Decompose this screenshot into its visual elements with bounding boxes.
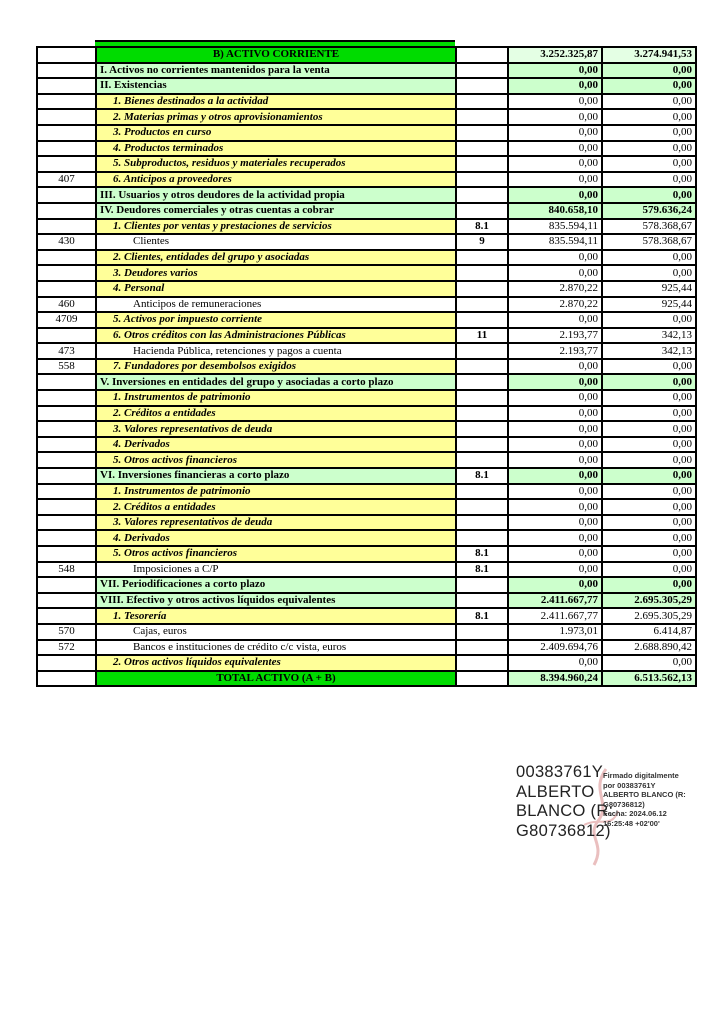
value-current-cell: 0,00 [508, 250, 602, 266]
value-current-cell: 835.594,11 [508, 234, 602, 250]
table-row [37, 219, 696, 235]
row-label-cell: III. Usuarios y otros deudores de la actividad propia [96, 187, 456, 203]
account-code-cell [37, 515, 96, 531]
value-previous-cell: 0,00 [602, 78, 696, 94]
account-code-cell [37, 203, 96, 219]
row-label-cell: 3. Valores representativos de deuda [96, 515, 456, 531]
account-code-cell [37, 374, 96, 390]
balance-sheet-table [36, 46, 697, 687]
value-current-cell: 0,00 [508, 577, 602, 593]
row-label-cell: VII. Periodificaciones a corto plazo [96, 577, 456, 593]
table-row [37, 328, 696, 344]
note-ref-cell [456, 655, 508, 671]
signature-name-line: G80736812) [516, 821, 611, 840]
table-row [37, 63, 696, 79]
table-row [37, 437, 696, 453]
account-code-cell: 430 [37, 234, 96, 250]
row-label-cell: 7. Fundadores por desembolsos exigidos [96, 359, 456, 375]
table-row [37, 265, 696, 281]
note-ref-cell: 8.1 [456, 546, 508, 562]
value-previous-cell: 0,00 [602, 187, 696, 203]
note-ref-cell [456, 374, 508, 390]
note-ref-cell [456, 125, 508, 141]
value-previous-cell: 0,00 [602, 484, 696, 500]
note-ref-cell [456, 172, 508, 188]
table-row [37, 187, 696, 203]
note-ref-cell [456, 530, 508, 546]
note-ref-cell [456, 390, 508, 406]
note-ref-cell [456, 281, 508, 297]
value-previous-cell: 0,00 [602, 359, 696, 375]
row-label-cell: 2. Créditos a entidades [96, 406, 456, 422]
row-label-cell: 6. Anticipos a proveedores [96, 172, 456, 188]
row-label-cell: 1. Tesorería [96, 608, 456, 624]
table-row [37, 312, 696, 328]
value-previous-cell: 342,13 [602, 343, 696, 359]
account-code-cell [37, 406, 96, 422]
table-row [37, 452, 696, 468]
row-label-cell: Bancos e instituciones de crédito c/c vista, euros [96, 640, 456, 656]
table-row [37, 593, 696, 609]
value-previous-cell: 0,00 [602, 421, 696, 437]
row-label-cell: 4. Productos terminados [96, 141, 456, 157]
account-code-cell [37, 328, 96, 344]
value-current-cell: 0,00 [508, 499, 602, 515]
table-row [37, 172, 696, 188]
account-code-cell [37, 530, 96, 546]
value-current-cell: 0,00 [508, 562, 602, 578]
row-label-cell: I. Activos no corrientes mantenidos para la venta [96, 63, 456, 79]
note-ref-cell [456, 297, 508, 313]
row-label-cell: 5. Otros activos financieros [96, 452, 456, 468]
row-label-cell: 4. Derivados [96, 437, 456, 453]
account-code-cell [37, 265, 96, 281]
value-previous-cell: 2.695.305,29 [602, 608, 696, 624]
value-previous-cell: 0,00 [602, 530, 696, 546]
value-previous-cell: 0,00 [602, 172, 696, 188]
value-current-cell: 0,00 [508, 156, 602, 172]
account-code-cell [37, 437, 96, 453]
value-current-cell: 0,00 [508, 468, 602, 484]
value-current-cell: 2.870,22 [508, 297, 602, 313]
note-ref-cell [456, 47, 508, 63]
value-current-cell: 2.411.667,77 [508, 608, 602, 624]
value-current-cell: 0,00 [508, 655, 602, 671]
row-label-cell: B) ACTIVO CORRIENTE [96, 47, 456, 63]
note-ref-cell [456, 484, 508, 500]
value-previous-cell: 0,00 [602, 562, 696, 578]
note-ref-cell: 8.1 [456, 219, 508, 235]
value-current-cell: 0,00 [508, 125, 602, 141]
account-code-cell [37, 608, 96, 624]
row-label-cell: Imposiciones a C/P [96, 562, 456, 578]
note-ref-cell [456, 203, 508, 219]
row-label-cell: 3. Valores representativos de deuda [96, 421, 456, 437]
account-code-cell [37, 655, 96, 671]
value-current-cell: 0,00 [508, 546, 602, 562]
row-label-cell: VI. Inversiones financieras a corto plazo [96, 468, 456, 484]
account-code-cell: 558 [37, 359, 96, 375]
note-ref-cell [456, 359, 508, 375]
value-current-cell: 0,00 [508, 374, 602, 390]
table-row [37, 406, 696, 422]
note-ref-cell: 8.1 [456, 608, 508, 624]
row-label-cell: Cajas, euros [96, 624, 456, 640]
value-current-cell: 0,00 [508, 452, 602, 468]
row-label-cell: Clientes [96, 234, 456, 250]
value-current-cell: 2.193,77 [508, 328, 602, 344]
note-ref-cell [456, 265, 508, 281]
value-previous-cell: 0,00 [602, 374, 696, 390]
account-code-cell [37, 546, 96, 562]
table-row [37, 250, 696, 266]
value-current-cell: 0,00 [508, 359, 602, 375]
row-label-cell: 5. Otros activos financieros [96, 546, 456, 562]
value-current-cell: 0,00 [508, 141, 602, 157]
account-code-cell: 570 [37, 624, 96, 640]
value-current-cell: 0,00 [508, 437, 602, 453]
row-label-cell: 5. Activos por impuesto corriente [96, 312, 456, 328]
value-current-cell: 0,00 [508, 390, 602, 406]
table-row [37, 156, 696, 172]
value-current-cell: 0,00 [508, 530, 602, 546]
account-code-cell [37, 577, 96, 593]
table-row [37, 374, 696, 390]
note-ref-cell [456, 452, 508, 468]
table-row [37, 484, 696, 500]
value-current-cell: 0,00 [508, 94, 602, 110]
table-row [37, 281, 696, 297]
note-ref-cell [456, 94, 508, 110]
note-ref-cell [456, 78, 508, 94]
row-label-cell: 2. Créditos a entidades [96, 499, 456, 515]
table-row [37, 297, 696, 313]
signature-name-line: ALBERTO [516, 782, 595, 801]
table-row [37, 499, 696, 515]
value-previous-cell: 0,00 [602, 515, 696, 531]
row-label-cell: VIII. Efectivo y otros activos líquidos equivalentes [96, 593, 456, 609]
value-current-cell: 1.973,01 [508, 624, 602, 640]
table-row [37, 343, 696, 359]
note-ref-cell [456, 250, 508, 266]
note-ref-cell [456, 515, 508, 531]
note-ref-cell [456, 406, 508, 422]
row-label-cell: TOTAL ACTIVO (A + B) [96, 671, 456, 687]
value-previous-cell: 3.274.941,53 [602, 47, 696, 63]
value-current-cell: 835.594,11 [508, 219, 602, 235]
account-code-cell [37, 484, 96, 500]
value-previous-cell: 0,00 [602, 156, 696, 172]
row-label-cell: V. Inversiones en entidades del grupo y asociadas a corto plazo [96, 374, 456, 390]
table-row [37, 562, 696, 578]
account-code-cell: 460 [37, 297, 96, 313]
table-row [37, 125, 696, 141]
value-current-cell: 840.658,10 [508, 203, 602, 219]
account-code-cell [37, 187, 96, 203]
table-row [37, 624, 696, 640]
account-code-cell [37, 94, 96, 110]
account-code-cell [37, 452, 96, 468]
row-label-cell: 2. Clientes, entidades del grupo y asociadas [96, 250, 456, 266]
value-previous-cell: 925,44 [602, 297, 696, 313]
value-previous-cell: 0,00 [602, 125, 696, 141]
account-code-cell [37, 468, 96, 484]
table-row [37, 608, 696, 624]
note-ref-cell [456, 624, 508, 640]
value-previous-cell: 0,00 [602, 437, 696, 453]
value-current-cell: 0,00 [508, 63, 602, 79]
value-current-cell: 0,00 [508, 515, 602, 531]
row-label-cell: 5. Subproductos, residuos y materiales recuperados [96, 156, 456, 172]
value-previous-cell: 0,00 [602, 141, 696, 157]
value-current-cell: 0,00 [508, 172, 602, 188]
row-label-cell: 1. Bienes destinados a la actividad [96, 94, 456, 110]
value-current-cell: 0,00 [508, 406, 602, 422]
account-code-cell [37, 78, 96, 94]
value-previous-cell: 6.513.562,13 [602, 671, 696, 687]
value-current-cell: 3.252.325,87 [508, 47, 602, 63]
account-code-cell [37, 671, 96, 687]
value-current-cell: 2.411.667,77 [508, 593, 602, 609]
value-previous-cell: 579.636,24 [602, 203, 696, 219]
account-code-cell [37, 125, 96, 141]
account-code-cell [37, 156, 96, 172]
value-previous-cell: 0,00 [602, 546, 696, 562]
signature-name-line: 00383761Y [516, 763, 604, 781]
row-label-cell: 2. Materias primas y otros aprovisionamientos [96, 109, 456, 125]
note-ref-cell: 11 [456, 328, 508, 344]
note-ref-cell [456, 156, 508, 172]
row-label-cell: 1. Instrumentos de patrimonio [96, 484, 456, 500]
table-row [37, 546, 696, 562]
note-ref-cell [456, 671, 508, 687]
value-current-cell: 0,00 [508, 312, 602, 328]
value-previous-cell: 0,00 [602, 250, 696, 266]
account-code-cell: 407 [37, 172, 96, 188]
row-label-cell: 1. Clientes por ventas y prestaciones de servicios [96, 219, 456, 235]
note-ref-cell [456, 141, 508, 157]
value-current-cell: 0,00 [508, 78, 602, 94]
row-label-cell: II. Existencias [96, 78, 456, 94]
row-label-cell: Anticipos de remuneraciones [96, 297, 456, 313]
signature-detail-line: Firmado digitalmente [603, 771, 679, 780]
account-code-cell [37, 109, 96, 125]
signature-detail-line: ALBERTO BLANCO (R: [603, 790, 686, 800]
value-previous-cell: 2.695.305,29 [602, 593, 696, 609]
signature-detail-line: 16:25:48 +02'00' [603, 818, 660, 828]
note-ref-cell [456, 437, 508, 453]
account-code-cell [37, 250, 96, 266]
signature-detail-line: por 00383761Y [603, 780, 656, 790]
row-label-cell: IV. Deudores comerciales y otras cuentas a cobrar [96, 203, 456, 219]
note-ref-cell [456, 63, 508, 79]
account-code-cell [37, 47, 96, 63]
table-row [37, 94, 696, 110]
value-previous-cell: 2.688.890,42 [602, 640, 696, 656]
value-current-cell: 8.394.960,24 [508, 671, 602, 687]
row-label-cell: 1. Instrumentos de patrimonio [96, 390, 456, 406]
table-row [37, 468, 696, 484]
row-label-cell: 4. Personal [96, 281, 456, 297]
value-previous-cell: 0,00 [602, 265, 696, 281]
note-ref-cell [456, 499, 508, 515]
value-previous-cell: 0,00 [602, 452, 696, 468]
table-row [37, 359, 696, 375]
row-label-cell: 3. Productos en curso [96, 125, 456, 141]
account-code-cell [37, 141, 96, 157]
value-previous-cell: 0,00 [602, 577, 696, 593]
account-code-cell: 4709 [37, 312, 96, 328]
signature-detail-line: G80736812) [603, 799, 645, 809]
value-previous-cell: 342,13 [602, 328, 696, 344]
value-previous-cell: 0,00 [602, 312, 696, 328]
row-label-cell: 6. Otros créditos con las Administraciones Públicas [96, 328, 456, 344]
account-code-cell [37, 219, 96, 235]
row-label-cell: 4. Derivados [96, 530, 456, 546]
value-current-cell: 0,00 [508, 187, 602, 203]
note-ref-cell [456, 109, 508, 125]
value-previous-cell: 0,00 [602, 390, 696, 406]
value-current-cell: 0,00 [508, 109, 602, 125]
value-previous-cell: 0,00 [602, 655, 696, 671]
value-current-cell: 0,00 [508, 421, 602, 437]
value-current-cell: 0,00 [508, 484, 602, 500]
table-row [37, 671, 696, 687]
table-row [37, 530, 696, 546]
signature-name-line: BLANCO (R: [516, 802, 614, 820]
digital-signature-block [516, 763, 721, 873]
account-code-cell [37, 593, 96, 609]
table-row [37, 577, 696, 593]
table-row [37, 234, 696, 250]
account-code-cell: 548 [37, 562, 96, 578]
table-row [37, 655, 696, 671]
signature-details-text [603, 771, 718, 829]
note-ref-cell [456, 421, 508, 437]
note-ref-cell [456, 593, 508, 609]
value-previous-cell: 0,00 [602, 63, 696, 79]
signature-detail-line: Fecha: 2024.06.12 [603, 809, 667, 819]
value-previous-cell: 0,00 [602, 499, 696, 515]
value-previous-cell: 6.414,87 [602, 624, 696, 640]
note-ref-cell [456, 577, 508, 593]
table-row [37, 421, 696, 437]
note-ref-cell [456, 187, 508, 203]
value-current-cell: 0,00 [508, 265, 602, 281]
table-row [37, 390, 696, 406]
table-row [37, 515, 696, 531]
account-code-cell [37, 390, 96, 406]
value-previous-cell: 0,00 [602, 94, 696, 110]
row-label-cell: 3. Deudores varios [96, 265, 456, 281]
value-previous-cell: 578.368,67 [602, 234, 696, 250]
account-code-cell: 473 [37, 343, 96, 359]
note-ref-cell: 8.1 [456, 562, 508, 578]
account-code-cell [37, 421, 96, 437]
value-previous-cell: 0,00 [602, 406, 696, 422]
account-code-cell [37, 281, 96, 297]
table-row [37, 141, 696, 157]
table-row [37, 640, 696, 656]
note-ref-cell: 9 [456, 234, 508, 250]
row-label-cell: Hacienda Pública, retenciones y pagos a cuenta [96, 343, 456, 359]
value-previous-cell: 925,44 [602, 281, 696, 297]
row-label-cell: 2. Otros activos líquidos equivalentes [96, 655, 456, 671]
table-row [37, 47, 696, 63]
table-row [37, 203, 696, 219]
account-code-cell [37, 499, 96, 515]
note-ref-cell [456, 343, 508, 359]
value-current-cell: 2.870,22 [508, 281, 602, 297]
note-ref-cell [456, 312, 508, 328]
value-previous-cell: 578.368,67 [602, 219, 696, 235]
note-ref-cell: 8.1 [456, 468, 508, 484]
value-previous-cell: 0,00 [602, 468, 696, 484]
value-current-cell: 2.409.694,76 [508, 640, 602, 656]
note-ref-cell [456, 640, 508, 656]
table-row [37, 109, 696, 125]
table-row [37, 78, 696, 94]
value-current-cell: 2.193,77 [508, 343, 602, 359]
account-code-cell: 572 [37, 640, 96, 656]
value-previous-cell: 0,00 [602, 109, 696, 125]
account-code-cell [37, 63, 96, 79]
